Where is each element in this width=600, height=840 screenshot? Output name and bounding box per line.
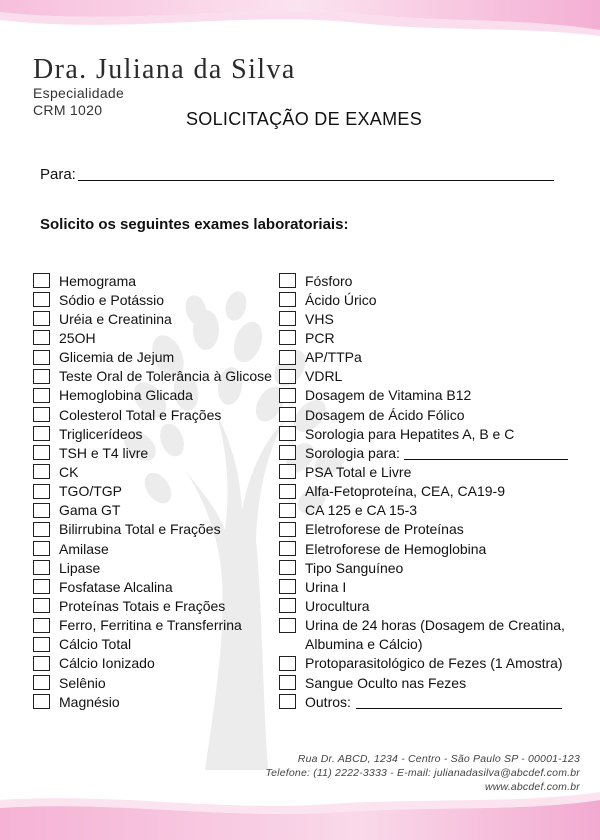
- exam-label: Sangue Oculto nas Fezes: [305, 674, 467, 691]
- exam-item: [33, 367, 272, 386]
- exam-checkbox[interactable]: [33, 407, 50, 422]
- exam-label: Eletroforese de Proteínas: [305, 521, 464, 538]
- exam-label: Fósforo: [305, 272, 353, 289]
- exam-label: PCR: [305, 329, 335, 346]
- exam-checkbox[interactable]: [33, 541, 50, 556]
- exam-checkbox[interactable]: [33, 522, 50, 537]
- exam-checkbox[interactable]: [33, 675, 50, 690]
- exam-checkbox[interactable]: [279, 273, 296, 288]
- exam-checkbox[interactable]: [279, 388, 296, 403]
- exam-item: [279, 692, 575, 711]
- exam-label: Urina de 24 horas (Dosagem de Creatina, Albumina e Cálcio): [305, 616, 565, 652]
- exam-item: [279, 290, 575, 309]
- exam-checkbox[interactable]: [33, 637, 50, 652]
- exam-item: [33, 577, 272, 596]
- exam-checkbox[interactable]: [33, 656, 50, 671]
- exam-checkbox[interactable]: [279, 656, 296, 671]
- exam-label: Glicemia de Jejum: [59, 349, 175, 366]
- exam-checkbox[interactable]: [279, 694, 296, 709]
- request-statement: Solicito os seguintes exames laboratoriais:: [40, 216, 349, 233]
- doctor-name: Dra. Juliana da Silva: [33, 54, 296, 85]
- exam-checkbox[interactable]: [279, 369, 296, 384]
- exam-item: [33, 501, 272, 520]
- exam-label: Eletroforese de Hemoglobina: [305, 540, 487, 557]
- exam-label: CK: [59, 463, 79, 480]
- exam-label: Fosfatase Alcalina: [59, 578, 173, 595]
- exam-label: Sorologia para Hepatites A, B e C: [305, 425, 515, 442]
- exam-item: [33, 348, 272, 367]
- exam-label: Selênio: [59, 674, 106, 691]
- exam-checkbox[interactable]: [33, 694, 50, 709]
- exam-label: Ácido Úrico: [305, 291, 377, 308]
- exam-list-left: [33, 271, 272, 711]
- exam-label: Amilase: [59, 540, 109, 557]
- exam-checkbox[interactable]: [279, 560, 296, 575]
- exam-label: Magnésio: [59, 693, 120, 710]
- exam-item: [33, 386, 272, 405]
- exam-label: Bilirrubina Total e Frações: [59, 521, 221, 538]
- exam-checkbox[interactable]: [33, 445, 50, 460]
- exam-item: [279, 367, 575, 386]
- exam-item: [279, 654, 575, 673]
- exam-checkbox[interactable]: [279, 484, 296, 499]
- exam-checkbox[interactable]: [33, 598, 50, 613]
- exam-item: [279, 348, 575, 367]
- exam-label: Ferro, Ferritina e Transferrina: [59, 617, 242, 634]
- exam-item: [279, 596, 575, 615]
- exam-label: Cálcio Total: [59, 636, 132, 653]
- doctor-crm: CRM 1020: [33, 102, 103, 118]
- exam-label: Alfa-Fetoproteína, CEA, CA19-9: [305, 483, 505, 500]
- exam-item: [279, 616, 575, 654]
- exam-item: [33, 328, 272, 347]
- exam-item: [279, 424, 575, 443]
- exam-item: [279, 443, 575, 462]
- exam-label: AP/TTPa: [305, 349, 362, 366]
- footer-phone-email: Telefone: (11) 2222-3333 - E-mail: julianadasilva@abcdef.com.br: [265, 767, 580, 779]
- exam-checkbox[interactable]: [279, 522, 296, 537]
- exam-item: [33, 635, 272, 654]
- exam-item: [33, 520, 272, 539]
- exam-checkbox[interactable]: [279, 311, 296, 326]
- exam-item: [279, 558, 575, 577]
- exam-label: VDRL: [305, 368, 343, 385]
- exam-item: [33, 654, 272, 673]
- exam-label: Colesterol Total e Frações: [59, 406, 222, 423]
- exam-checkbox[interactable]: [279, 541, 296, 556]
- exam-label: Sorologia para:: [305, 444, 400, 461]
- exam-checkbox[interactable]: [33, 388, 50, 403]
- exam-label: VHS: [305, 310, 334, 327]
- exam-item: [33, 424, 272, 443]
- exam-label: Lipase: [59, 559, 101, 576]
- exam-label: Outros:: [305, 693, 351, 710]
- document-title: SOLICITAÇÃO DE EXAMES: [186, 109, 423, 129]
- exam-checkbox[interactable]: [279, 292, 296, 307]
- exam-checkbox[interactable]: [33, 484, 50, 499]
- exam-item: [279, 520, 575, 539]
- exam-item: [279, 271, 575, 290]
- exam-item: [279, 328, 575, 347]
- footer-website: www.abcdef.com.br: [484, 781, 580, 793]
- exam-label: Uréia e Creatinina: [59, 310, 172, 327]
- exam-item: [33, 309, 272, 328]
- exam-checkbox[interactable]: [33, 311, 50, 326]
- exam-checkbox[interactable]: [279, 407, 296, 422]
- exam-checkbox[interactable]: [279, 464, 296, 479]
- exam-checkbox[interactable]: [279, 350, 296, 365]
- exam-item: [33, 271, 272, 290]
- exam-item: [33, 692, 272, 711]
- exam-item: [33, 673, 272, 692]
- exam-label: Dosagem de Vitamina B12: [305, 387, 472, 404]
- exam-item: [33, 462, 272, 481]
- exam-checkbox[interactable]: [33, 426, 50, 441]
- exam-label: CA 125 e CA 15-3: [305, 502, 418, 519]
- exam-item: [279, 482, 575, 501]
- exam-label: Protoparasitológico de Fezes (1 Amostra): [305, 655, 563, 672]
- exam-checkbox[interactable]: [33, 292, 50, 307]
- exam-checkbox[interactable]: [33, 618, 50, 633]
- exam-label: Urina I: [305, 578, 347, 595]
- exam-checkbox[interactable]: [279, 675, 296, 690]
- exam-checkbox[interactable]: [279, 426, 296, 441]
- exam-checkbox[interactable]: [279, 618, 296, 633]
- exam-item: [279, 673, 575, 692]
- exam-label: Proteínas Totais e Frações: [59, 597, 226, 614]
- exam-label: Cálcio Ionizado: [59, 655, 155, 672]
- exam-label: PSA Total e Livre: [305, 463, 412, 480]
- exam-item: [33, 443, 272, 462]
- exam-item: [33, 616, 272, 635]
- exam-checkbox[interactable]: [279, 445, 296, 460]
- exam-item: [33, 405, 272, 424]
- exam-label: Gama GT: [59, 502, 121, 519]
- exam-item: [279, 462, 575, 481]
- exam-label: Urocultura: [305, 597, 370, 614]
- serology-input-line[interactable]: [404, 446, 568, 460]
- exam-item: [279, 309, 575, 328]
- exam-checkbox[interactable]: [33, 273, 50, 288]
- exam-checkbox[interactable]: [279, 598, 296, 613]
- exam-item: [33, 539, 272, 558]
- footer-contact: [265, 752, 580, 794]
- exam-item: [33, 596, 272, 615]
- exam-label: TSH e T4 livre: [59, 444, 149, 461]
- exam-item: [33, 290, 272, 309]
- exam-item: [279, 386, 575, 405]
- exam-label: Teste Oral de Tolerância à Glicose: [59, 368, 272, 385]
- exam-checkbox[interactable]: [33, 464, 50, 479]
- exam-label: Sódio e Potássio: [59, 291, 165, 308]
- exam-item: [279, 577, 575, 596]
- exam-item: [279, 501, 575, 520]
- exam-checkbox[interactable]: [33, 503, 50, 518]
- exam-checkbox[interactable]: [33, 369, 50, 384]
- recipient-input-line[interactable]: [78, 180, 554, 181]
- exam-item: [33, 482, 272, 501]
- exam-checkbox[interactable]: [33, 330, 50, 345]
- footer-address: Rua Dr. ABCD, 1234 - Centro - São Paulo SP - 00001-123: [297, 753, 580, 765]
- doctor-specialty: Especialidade: [33, 85, 125, 101]
- recipient-label: Para:: [40, 166, 76, 183]
- exam-label: Dosagem de Ácido Fólico: [305, 406, 465, 423]
- exam-label: Hemoglobina Glicada: [59, 387, 193, 404]
- exam-item: [279, 405, 575, 424]
- exam-checkbox[interactable]: [279, 503, 296, 518]
- exam-item: [279, 539, 575, 558]
- exam-item: [33, 558, 272, 577]
- exam-label: Hemograma: [59, 272, 137, 289]
- exam-label: Tipo Sanguíneo: [305, 559, 404, 576]
- exam-label: TGO/TGP: [59, 483, 122, 500]
- exam-label: Triglicerídeos: [59, 425, 143, 442]
- exam-checkbox[interactable]: [279, 330, 296, 345]
- exam-list-right: [279, 271, 575, 711]
- exam-checkbox[interactable]: [33, 579, 50, 594]
- exam-label: 25OH: [59, 329, 96, 346]
- others-input-line[interactable]: [356, 695, 562, 709]
- exam-checkbox[interactable]: [279, 579, 296, 594]
- exam-checkbox[interactable]: [33, 560, 50, 575]
- exam-checkbox[interactable]: [33, 350, 50, 365]
